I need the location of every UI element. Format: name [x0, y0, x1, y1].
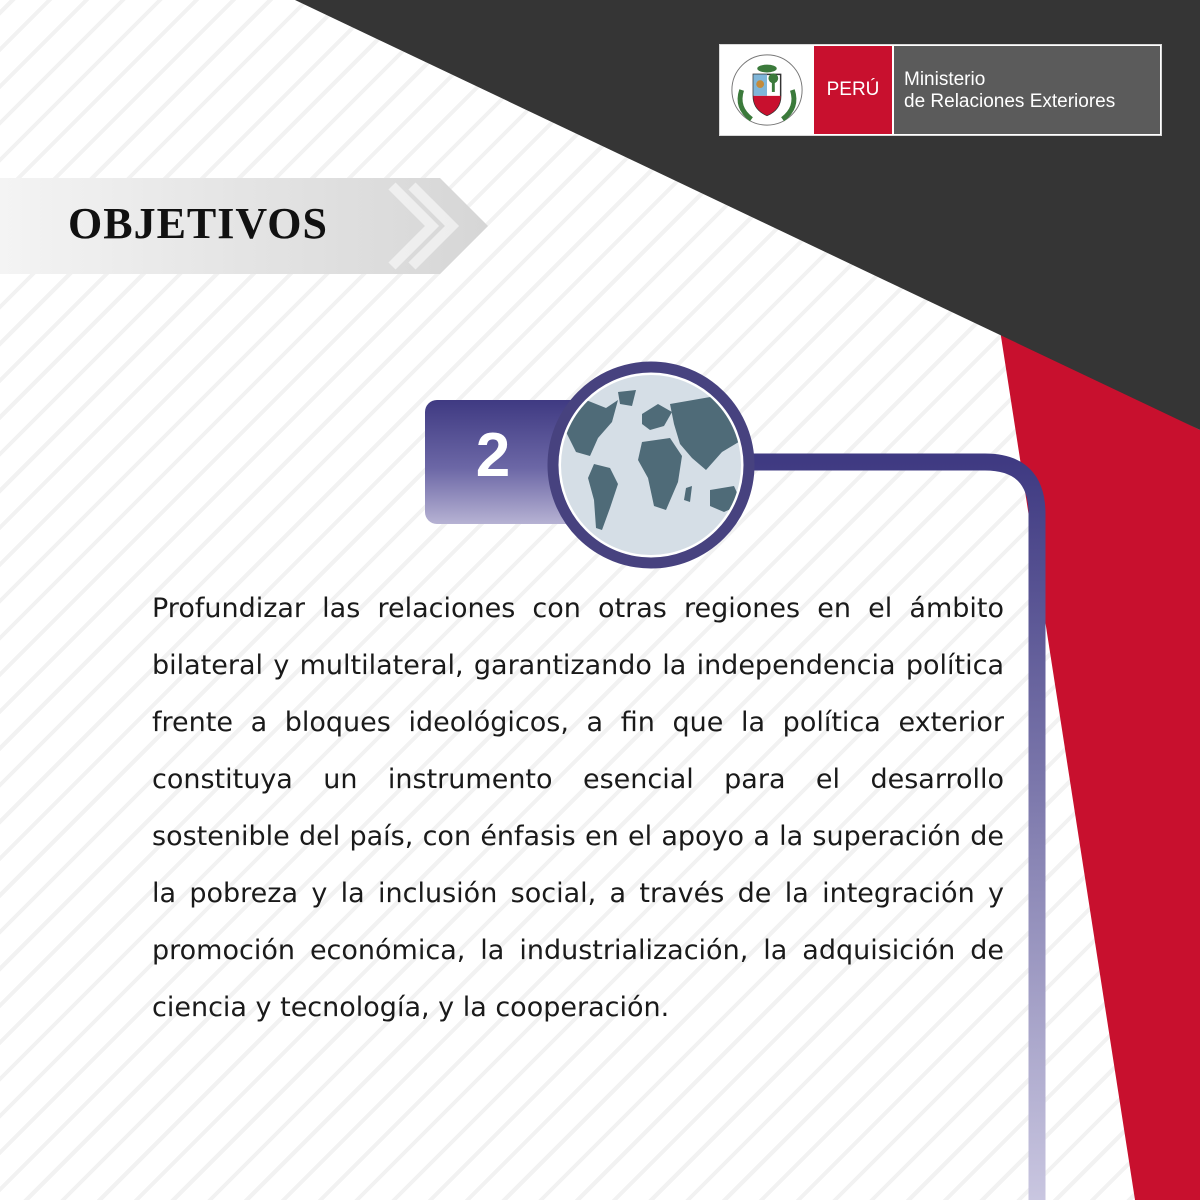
ministry-logo: [719, 44, 1162, 136]
country-label: PERÚ: [814, 46, 892, 134]
ministry-name: [892, 46, 1160, 134]
ministry-line-2: de Relaciones Exteriores: [904, 91, 1116, 112]
section-title: OBJETIVOS: [68, 199, 328, 248]
objective-text: Profundizar las relaciones con otras regiones en el ámbito bilateral y multilateral, garantizando la independencia política frente a bloques ideológicos, a fin que la política exterior constituya un instrumento esencial para el desarrollo sostenible del país, con énfasis en el apoyo a la superación de la pobreza y la inclusión social, a través de la integración y promoción económica, la industrialización, la adquisición de ciencia y tecnología, y la cooperación.: [152, 593, 1004, 1023]
peru-coat-of-arms-icon: [728, 51, 806, 129]
globe-icon: [546, 360, 756, 570]
ministry-line-1: Ministerio: [904, 69, 986, 90]
objective-number: 2: [475, 421, 511, 490]
